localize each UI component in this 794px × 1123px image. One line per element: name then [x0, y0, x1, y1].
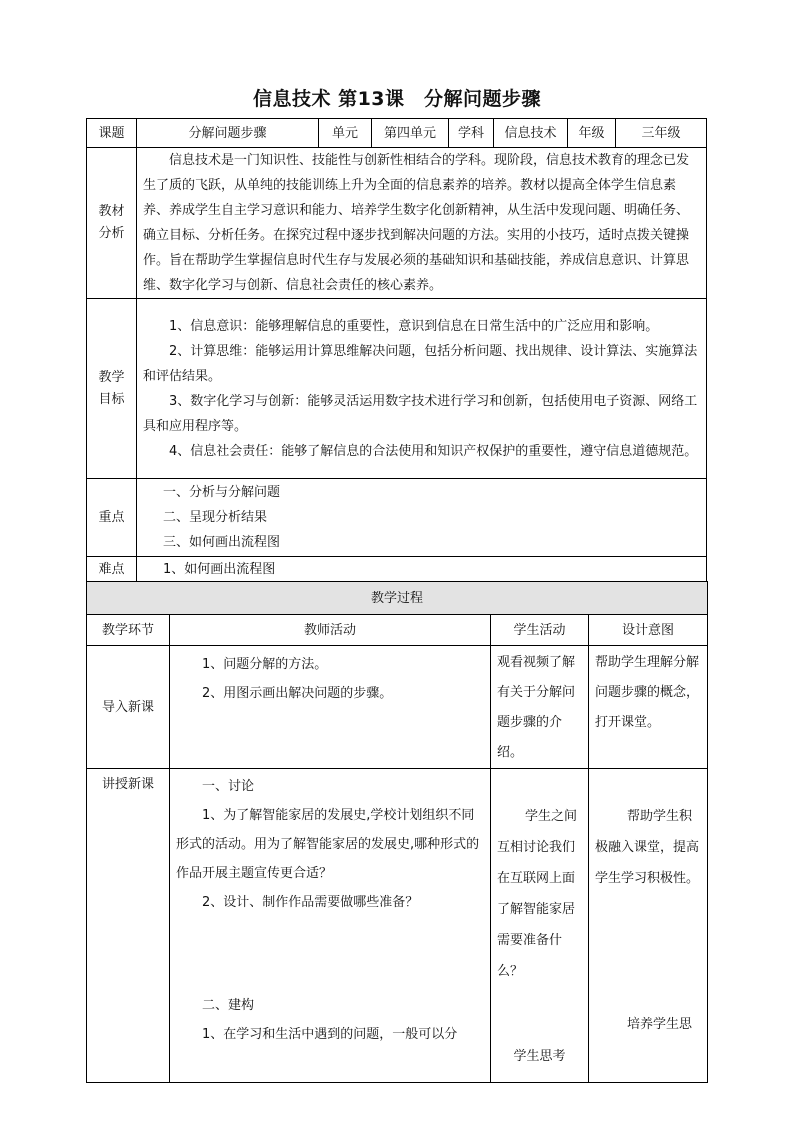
goals-label: 教学目标 [87, 299, 137, 479]
goals-cell [137, 299, 707, 479]
analysis-cell [137, 148, 707, 299]
lecture-intent-2: 培养学生思 [627, 1017, 693, 1032]
page-title: 信息技术 第13课 分解问题步骤 [252, 88, 542, 110]
topic-value: 分解问题步骤 [137, 119, 319, 148]
lecture-student-2: 学生思考 [513, 1049, 566, 1064]
lecture-teacher-cell [170, 769, 491, 1083]
goals-row [87, 299, 707, 479]
discuss-item: 2、设计、制作作品需要做哪些准备？ [202, 895, 419, 910]
build-title: 二、建构 [202, 998, 255, 1013]
analysis-text: 信息技术是一门知识性、技能性与创新性相结合的学科。现阶段，信息技术教育的理念已发生了质的飞跃，从单纯的技能训练上升为全面的信息素养的培养。教材以提高全体学生信息素养、养成学生自主学习意识和能力、培养学生数字化创新精神，从生活中发现问题、明确任务、确立目标、分析任务。在探究过程中逐步找到解决问题的方法。实用的小技巧，适时点拨关键操作。旨在帮助学生掌握信息时代生存与发展必须的基础知识和基础技能，养成信息意识、计算思维、数字化学习与创新、信息社会责任的核心素养。 [143, 153, 690, 293]
intro-teacher-cell [170, 646, 491, 769]
process-header: 教学过程 [87, 582, 708, 615]
grade-label: 年级 [568, 119, 616, 148]
key-points-label: 重点 [87, 479, 137, 557]
subject-label: 学科 [449, 119, 494, 148]
key-point-item: 二、呈现分析结果 [163, 510, 268, 525]
build-item: 1、在学习和生活中遇到的问题，一般可以分 [202, 1027, 458, 1042]
goal-item: 2、计算思维：能够运用计算思维解决问题，包括分析问题、找出规律、设计算法、实施算法和评估结果。 [143, 343, 698, 384]
difficulty-label: 难点 [87, 557, 137, 583]
key-point-item: 一、分析与分解问题 [163, 485, 281, 500]
difficulty-cell [137, 557, 707, 583]
key-points-row [87, 479, 707, 557]
process-header-row [87, 582, 708, 615]
lecture-intent-1: 帮助学生积极融入课堂，提高学生学习积极性。 [595, 809, 700, 886]
col-teacher: 教师活动 [170, 615, 491, 646]
difficulty-row [87, 557, 707, 583]
difficulty-text: 1、如何画出流程图 [163, 562, 276, 577]
intro-student: 观看视频了解有关于分解问题步骤的介绍。 [491, 646, 589, 769]
col-stage: 教学环节 [87, 615, 170, 646]
goal-item: 4、信息社会责任：能够了解信息的合法使用和知识产权保护的重要性，遵守信息道德规范。 [169, 443, 698, 459]
goal-item: 1、信息意识：能够理解信息的重要性，意识到信息在日常生活中的广泛应用和影响。 [169, 318, 659, 334]
key-point-item: 三、如何画出流程图 [163, 535, 281, 550]
intro-teacher-item: 1、问题分解的方法。 [202, 657, 328, 672]
lecture-stage: 讲授新课 [87, 769, 170, 1083]
lesson-info-table [86, 118, 707, 583]
intro-teacher-item: 2、用图示画出解决问题的步骤。 [202, 686, 393, 701]
lecture-student-cell [491, 769, 589, 1083]
intro-stage: 导入新课 [87, 646, 170, 769]
process-table [86, 581, 708, 1083]
col-student: 学生活动 [491, 615, 589, 646]
lecture-student-1: 学生之间互相讨论我们在互联网上面了解智能家居需要准备什么？ [497, 809, 578, 979]
goal-item: 3、数字化学习与创新：能够灵活运用数字技术进行学习和创新，包括使用电子资源、网络工具和应用程序等。 [143, 393, 698, 434]
process-columns-row [87, 615, 708, 646]
topic-label: 课题 [87, 119, 137, 148]
grade-value: 三年级 [616, 119, 707, 148]
discuss-title: 一、讨论 [202, 779, 255, 794]
unit-value: 第四单元 [372, 119, 449, 148]
col-intent: 设计意图 [589, 615, 708, 646]
discuss-item: 1、为了解智能家居的发展史,学校计划组织不同形式的活动。用为了解智能家居的发展史,哪种形式的作品开展主题宣传更合适？ [176, 808, 480, 881]
subject-value: 信息技术 [494, 119, 568, 148]
lecture-row [87, 769, 708, 1083]
intro-row [87, 646, 708, 769]
analysis-row [87, 148, 707, 299]
analysis-label: 教材分析 [87, 148, 137, 299]
info-row [87, 119, 707, 148]
lecture-intent-cell [589, 769, 708, 1083]
intro-intent: 帮助学生理解分解问题步骤的概念，打开课堂。 [589, 646, 708, 769]
key-points-cell [137, 479, 707, 557]
unit-label: 单元 [319, 119, 372, 148]
